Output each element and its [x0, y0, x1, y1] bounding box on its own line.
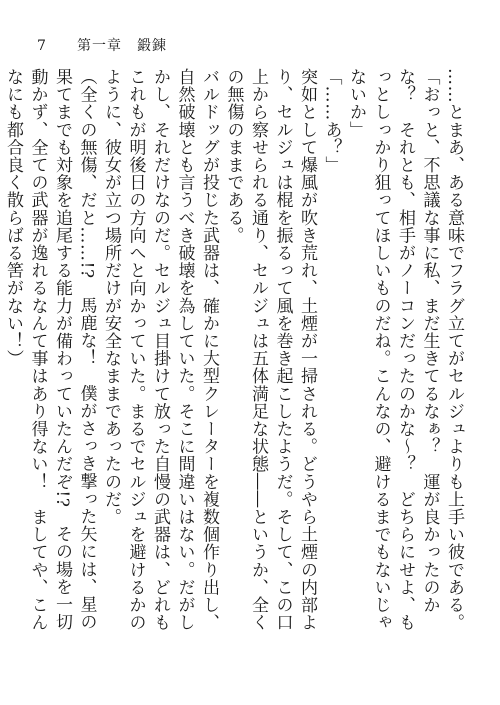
page-header	[37, 35, 417, 57]
paragraph: （全くの無傷、だと……!? 馬鹿な！ 僕がさっき撃った矢には、星の果てまでも対象を追尾する能力が備わっていたんだぞ!? その場を一切動かず、全ての武器が逸れるなんて事はあり得ない！ ましてや、こんなにも都合良く散らばる筈がない！）	[3, 68, 97, 632]
paragraph: バルドッグが投じた武器は、確かに大型クレーターを複数個作り出し、自然破壊とも言うべき破壊を為していた。そこに間違いはない。だがしかし、それだけなのだ。セルジュ目掛けて放った自慢の武器は、どれもこれもが明後日の方向へと向かっていた。まるでセルジュを避けるかのように、彼女が立つ場所だけが安全なままであったのだ。	[101, 68, 219, 632]
paragraph	[0, 68, 1, 648]
chapter-title: 第一章 鍛錬	[77, 38, 167, 54]
paragraph: 「……あ？」	[321, 68, 342, 174]
page-number: 7	[37, 38, 46, 54]
paragraph: ……とまあ、ある意味でフラグ立てがセルジュよりも上手い彼である。	[444, 68, 464, 632]
paragraph: 「おっと、不思議な事に私、まだ生きてるなぁ？ 運が良かったのかな？ それとも、相手がノーコンだったのかな～？ どちらにせよ、もっとしっかり狙ってほしいものだね。こんなの、避けるまでもないじゃないか」	[346, 68, 440, 632]
body-text	[3, 68, 466, 648]
paragraph: 突如として爆風が吹き荒れ、土煙が一掃される。どうやら土煙の内部より、セルジュは棍を振るって風を巻き起こしたようだ。そして、この口上から察せられる通り、セルジュは五体満足な状態――というか、全くの無傷のままである。	[223, 68, 317, 632]
